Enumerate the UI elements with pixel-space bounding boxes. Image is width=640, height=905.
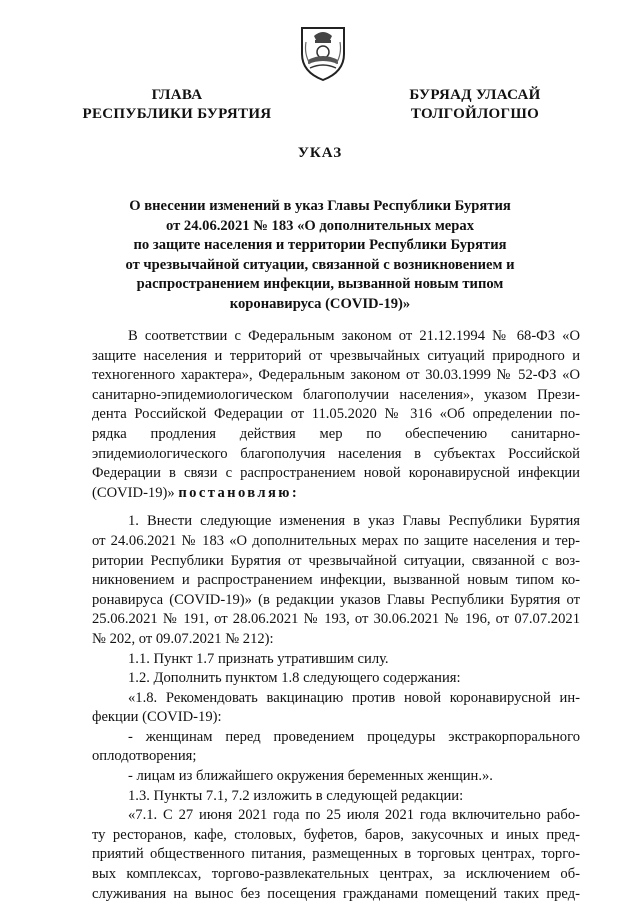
- body-line: ронавируса (COVID-19)» (в редакции указов Главы Республики Бурятия от: [92, 591, 580, 608]
- coat-of-arms-icon: [298, 24, 348, 82]
- body-line: 1.2. Дополнить пунктом 1.8 следующего содержания:: [128, 670, 461, 687]
- body-line: ритории Республики Бурятия от чрезвычайной ситуации, связанной с воз-: [92, 552, 580, 569]
- title-line: О внесении изменений в указ Главы Республики Бурятия: [129, 198, 511, 214]
- header-left: [82, 86, 272, 124]
- title-line: от 24.06.2021 № 183 «О дополнительных мерах: [165, 217, 474, 234]
- header-right-line-2: ТОЛГОЙЛОГШО: [410, 106, 540, 122]
- header-right-line-1: БУРЯАД УЛАСАЙ: [409, 87, 541, 103]
- title-line: коронавируса (COVID-19)»: [229, 295, 411, 312]
- preamble-line: В соответствии с Федеральным законом от 21.12.1994 № 68-ФЗ «О: [128, 328, 580, 344]
- body-line: 1.3. Пункты 7.1, 7.2 изложить в следующей редакции:: [128, 787, 464, 804]
- title-line: по защите населения и территории Республики Бурятия: [133, 237, 507, 254]
- body-line: 25.06.2021 № 191, от 28.06.2021 № 193, от 30.06.2021 № 196, от 07.07.2021: [92, 611, 580, 628]
- preamble-line: Федерации в связи с распространением новой коронавирусной инфекции: [92, 465, 580, 482]
- header-left-line-2: РЕСПУБЛИКИ БУРЯТИЯ: [82, 106, 272, 122]
- body-line: «7.1. С 27 июня 2021 года по 25 июля 2021 года включительно рабо-: [128, 807, 580, 824]
- body-line: никновением и распространением инфекции, вызванной новым типом ко-: [92, 572, 580, 589]
- body-line: № 202, от 09.07.2021 № 212):: [92, 630, 274, 647]
- body-line: приятий общественного питания, размещенных в торговых центрах, торго-: [92, 846, 580, 863]
- preamble-line: санитарно-эпидемиологическом благополучии населения», указом Прези-: [92, 386, 580, 403]
- document-type: УКАЗ: [297, 145, 343, 161]
- body-line: от 24.06.2021 № 183 «О дополнительных мерах по защите населения и тер-: [92, 532, 580, 549]
- body-line: - женщинам перед проведением процедуры экстракорпорального: [128, 728, 580, 745]
- body-line: 1. Внести следующие изменения в указ Главы Республики Бурятия: [128, 513, 580, 530]
- title-line: распространением инфекции, вызванной новым типом: [136, 276, 504, 293]
- header-right: [380, 86, 570, 124]
- paragraph-gap: [92, 503, 580, 512]
- body-line: вых комплексах, торгово-развлекательных центрах, за исключением об-: [92, 866, 580, 883]
- preamble-line: рядка продления действия мер по обеспечению санитарно-: [92, 425, 580, 442]
- preamble-last-prefix: (COVID-19)»: [92, 484, 179, 501]
- document-body: [92, 327, 580, 904]
- header-left-line-1: ГЛАВА: [151, 87, 203, 103]
- body-line: служивания на вынос без посещения гражданами помещений таких пред-: [92, 885, 580, 902]
- body-line: 1.1. Пункт 1.7 признать утратившим силу.: [128, 650, 389, 667]
- preamble-last-line: [92, 484, 580, 504]
- body-line: ту ресторанов, кафе, столовых, буфетов, баров, закусочных и иных пред-: [92, 826, 580, 843]
- preamble-line: защите населения и территорий от чрезвычайных ситуаций природного и: [92, 347, 580, 364]
- body-line: «1.8. Рекомендовать вакцинацию против новой коронавирусной ин-: [128, 689, 580, 706]
- title-line: от чрезвычайной ситуации, связанной с возникновением и: [125, 256, 515, 273]
- preamble-line: дента Российской Федерации от 11.05.2020 № 316 «Об определении по-: [92, 406, 580, 423]
- document-title: [100, 197, 540, 315]
- resolve-word: постановляю:: [178, 484, 300, 501]
- body-line: - лицам из ближайшего окружения беременных женщин.».: [128, 768, 493, 785]
- body-line: оплодотворения;: [92, 748, 197, 765]
- preamble-line: эпидемиологического благополучия населения в субъектах Российской: [92, 445, 580, 462]
- preamble-line: техногенного характера», Федеральным законом от 30.03.1999 № 52-ФЗ «О: [92, 367, 580, 384]
- body-line: фекции (COVID-19):: [92, 709, 222, 726]
